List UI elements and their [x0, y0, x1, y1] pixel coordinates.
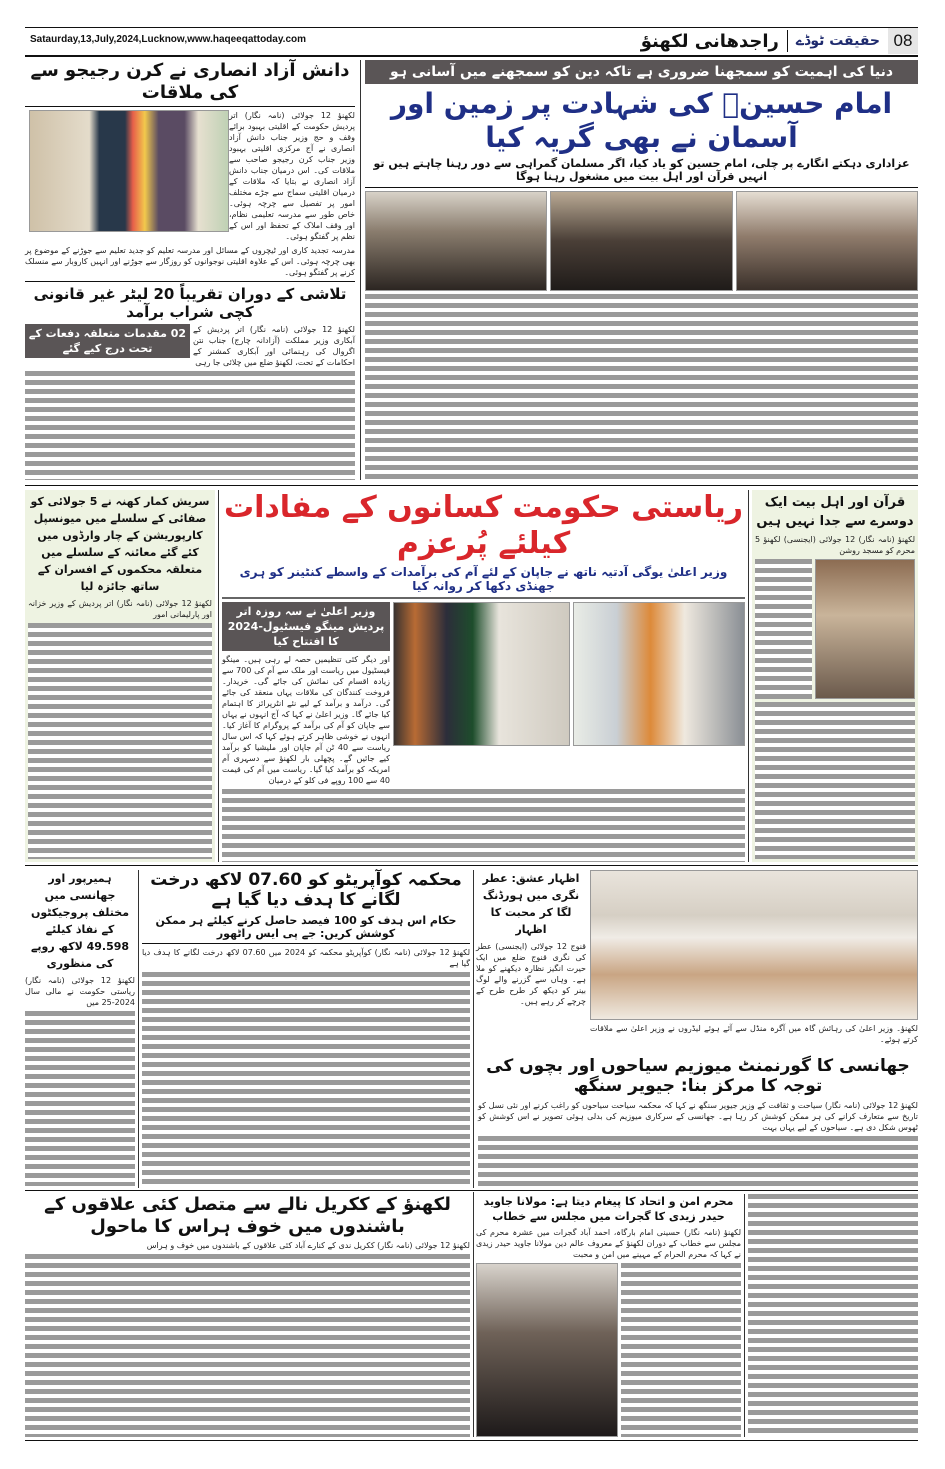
- sidebar-panel: [25, 490, 215, 862]
- photo-cm-meeting: [590, 870, 918, 1020]
- body-text-lines: [25, 1011, 135, 1186]
- raid-row: [25, 324, 355, 368]
- rule: [25, 281, 355, 282]
- section-rule: [25, 865, 918, 866]
- photo-maulana-javed: [476, 1263, 618, 1437]
- love-story: [476, 870, 586, 1052]
- photo-majlis-4: [815, 559, 915, 699]
- headline-projects-approval: ہمیرپور اور جھانسی میں مختلف پروجیکٹوں کے نفاذ کیلئے 49.598 لاکھ روپے کی منظوری: [30, 872, 130, 970]
- section-rule: [25, 485, 918, 486]
- article-body: لکھنؤ 12 جولائی (نامہ نگار) اتر پردیش کے آبکاری وزیر مملکت (آزادانہ چارج) جناب نتن اگروال کی رہنمائی اور آبکاری کمشنر کے احکامات کے تحت، لکھنؤ ضلع میں چلائی جا رہی: [193, 325, 355, 368]
- highlight-box: 02 مقدمات متعلقہ دفعات کے تحت درج کیے گئے: [25, 324, 190, 358]
- headline-jhansi-museum: جھانسی کا گورنمنٹ میوزیم سیاحوں اور بچوں کی توجہ کا مرکز بنا: جیویر سنگھ: [486, 1056, 910, 1097]
- subheadline: حکام اس ہدف کو 100 فیصد حاصل کرنے کیلئے ہر ممکن کوشش کریں: جے پی ایس راٹھور: [155, 913, 457, 940]
- headline-ansari-rijiju: دانش آزاد انصاری نے کرن رجیجو سے کی ملاقات: [30, 60, 350, 103]
- photo-row: [476, 1263, 741, 1437]
- body-text-lines: [621, 1263, 741, 1437]
- sidebar-panel: [752, 490, 918, 862]
- banner-quote: دنیا کی اہمیت کو سمجھنا ضروری ہے تاکہ دین کو سمجھنے میں آسانی ہو: [365, 60, 918, 84]
- column-divider: [744, 1194, 745, 1437]
- section-rule: [25, 1190, 918, 1191]
- photo-ansari-rijiju: [29, 110, 229, 232]
- rule: [365, 187, 918, 188]
- article-ansari: [25, 110, 355, 242]
- photo-row: [755, 559, 915, 699]
- headline-farmers: ریاستی حکومت کسانوں کے مفادات کیلئے پُرعزم: [223, 490, 744, 561]
- article-body: لکھنؤ 12 جولائی (نامہ نگار) اتر پردیش حکومت کے اقلیتی بہبود برائے وقف و حج وزیر جناب دانش آزاد انصاری نے آج مرکزی اقلیتی بہبود وزیر جناب کرن رجیجو صاحب سے ملاقات کی۔ اس درمیان جناب دانش آزاد انصاری نے بتایا کہ ملاقات کے درمیان اقلیتی سماج سے جڑے مختلف امور پر تفصیل سے چرچہ ہوئی۔ خاص طور سے مدرسہ تعلیمی نظام، اور وقف املاک کے تحفظ اور اس کے نظم پر گفتگو ہوئی۔: [229, 111, 355, 242]
- article-body: لکھنؤ (نامہ نگار) حسینی امام بارگاہ، احمد آباد گجرات میں عشرہ محرم کی مجلس سے خطاب کے دوران لکھنؤ کے معروف عالم دین مولانا جاوید حیدر زیدی نے کہا کہ محرم الحرام کے مہینے میں امن و محبت: [476, 1228, 741, 1259]
- highlight-box: وزیر اعلیٰ نے سہ روزہ اتر پردیش مینگو فیسٹیول-2024 کا افتتاح کیا: [222, 602, 390, 651]
- photo-majlis-2: [550, 191, 732, 291]
- body-text-lines: [478, 1136, 918, 1186]
- dateline: Sataurday,13,July,2024,Lucknow,www.haqeeqattoday.com: [30, 34, 307, 45]
- column-divider: [138, 870, 139, 1188]
- column-divider: [360, 60, 361, 480]
- article-body: قنوج 12 جولائی (ایجنسی) عطر کی نگری قنوج ضلع میں ایک حیرت انگیز نظارہ دیکھنے کو ملا ہے۔ وہاں سے گزرنے والے لوگ بینر کو دیکھ کر طرح طرح کے چرچے کر رہے ہیں۔: [476, 942, 586, 1006]
- page-bottom-rule: [25, 1440, 918, 1441]
- lead-text-column: [222, 602, 390, 786]
- body-text-lines: [755, 559, 812, 699]
- muharram-story: [476, 1194, 741, 1437]
- article-body: لکھنؤ 12 جولائی (نامہ نگار) ککریل ندی کے کنارے آباد کئی علاقوں کے باشندوں میں خوف و ہراس: [146, 1241, 470, 1251]
- headline-quran-ahlebait: قرآن اور اہل بیت ایک دوسرے سے جدا نہیں ہیں: [756, 495, 914, 529]
- header-bottom-rule: [25, 55, 918, 57]
- body-text-lines: [25, 1254, 470, 1437]
- rule: [142, 943, 470, 944]
- headline-muharram-peace: محرم امن و اتحاد کا پیغام دیتا ہے: مولانا جاوید حیدر زیدی کا گجرات میں مجلس سے خطاب: [483, 1195, 734, 1223]
- lead-story: [222, 490, 745, 862]
- headline-imam-hussain: امام حسینؑ کی شہادت پر زمین اور آسمان نے بھی گریہ کیا: [390, 87, 893, 154]
- kukrail-story: [25, 1194, 470, 1437]
- column-divider: [473, 870, 474, 1188]
- article-body: لکھنؤ (نامہ نگار) 12 جولائی (ایجنسی) لکھنؤ 5 محرم کو مسجد روشن: [755, 535, 916, 555]
- body-text-lines: [365, 294, 918, 480]
- page-number: 08: [888, 28, 918, 54]
- headline-sanitation-review: سریش کمار کھنہ نے 5 جولائی کو صفائی کے سلسلے میں میونسپل کارپوریشن کے چار وارڈوں میں کئے گئے معائنہ کے سلسلے میں متعلقہ محکموں کے افسران کے ساتھ جائزہ لیا: [30, 495, 210, 593]
- article-body: لکھنؤ 12 جولائی (نامہ نگار) سیاحت و ثقافت کے وزیر جیویر سنگھ نے کہا کہ محکمہ سیاحت سیاحوں کو راغب کرنے اور نئی نسل کو تاریخ سے متعارف کرانے کی ہر ممکن کوشش کر رہا ہے۔ جھانسی کے سرکاری میوزیم کی بدلی ہوئی تصویر نے اس کوشش کو ٹھوس شکل دی ہے۔ سیاحوں کے لیے یہاں بہت: [478, 1100, 918, 1132]
- lead-media-row: [222, 602, 745, 786]
- headline-tree-plantation: محکمہ کوآپریٹو کو 07.60 لاکھ درخت لگانے کا ہدف دیا گیا ہے: [150, 870, 462, 911]
- photo-caption: مدرسہ تجدید کاری اور ٹیچروں کے مسائل اور مدرسہ تعلیم کو جدید تعلیم سے جوڑنے کے موضوع پر بھی چرچہ ہوئی۔ اس کے علاوہ اقلیتی نوجوانوں کو روزگار سے جوڑنے اور انہیں کاروبار سے منسلک کرنے پر گفتگو ہوئی۔: [25, 246, 355, 278]
- masthead: [641, 28, 918, 54]
- body-text-lines: [142, 972, 470, 1186]
- photo-caption: لکھنؤ۔ وزیر اعلیٰ کی رہائش گاہ میں آگرہ منڈل سے آئے ہوئے لیڈروں نے وزیر اعلیٰ سے ملاقات کرتے ہوئے۔: [590, 1024, 918, 1044]
- headline-love-hoarding: اظہار عشق: عطر نگری میں ہورڈنگ لگا کر محبت کا اظہار: [482, 872, 580, 936]
- headline-kukrail-fear: لکھنؤ کے ککریل نالے سے متصل کئی علاقوں کے باشندوں میں خوف ہراس کا ماحول: [44, 1194, 451, 1237]
- headline-liquor-raid: تلاشی کے دوران تقریباً 20 لیٹر غیر قانونی کچی شراب برآمد: [33, 285, 347, 322]
- newspaper-logo: حقیقت ٹوڈے: [795, 33, 880, 49]
- photo-flag-off-container: [393, 602, 570, 746]
- column-divider: [218, 490, 219, 862]
- rule: [25, 106, 355, 107]
- column-divider: [473, 1192, 474, 1437]
- projects-story: [25, 870, 135, 1186]
- subheadline: عزاداری دہکتے انگارے پر چلی، امام حسین کو یاد کیا، اگر مسلمان گمراہی سے دور رہنا چاہتے ہیں تو انہیں قرآن اور اہل بیت میں مشغول رہنا ہوگا: [373, 157, 910, 184]
- photo-majlis-3: [736, 191, 918, 291]
- left-column-top: [25, 60, 355, 480]
- body-text-lines: [748, 1194, 918, 1435]
- article-body: اور دیگر کئی تنظیمیں حصہ لے رہی ہیں۔ مینگو فیسٹیول میں ریاست اور ملک سے آم کی 700 سے زیادہ اقسام کی نمائش کی جائے گی۔ خریدار۔ فروخت کنندگان کی ملاقات یہاں منعقد کی جائے گی۔ درآمد و برآمد کے لیے نئے انٹرپرائز کا اہتمام کیا جائے گا۔ وزیر اعلیٰ نے کہا کہ آج انہوں نے یہاں سے جاپان کو آم کی برآمد کے پروگرام کا آغاز کیا۔ انہوں نے خوشی ظاہر کرتے ہوئے کہا کہ اس سال ریاست سے 40 ٹن آم جاپان اور ملیشیا کو برآمد کیے جائیں گے۔ پچھلی بار لکھنؤ سے دسہری آم امریکہ کو برآمد کیا گیا۔ ریاست میں آم کی قیمت 40 سے 100 روپے فی کلو کے درمیان: [222, 654, 391, 785]
- article-body: لکھنؤ 12 جولائی (نامہ نگار) کوآپریٹو محکمہ کو 2024 میں 07.60 لاکھ درخت لگانے کا ہدف دیا گیا ہے: [142, 948, 471, 969]
- section-title: راجدھانی لکھنؤ: [640, 30, 779, 52]
- photo-majlis-1: [365, 191, 547, 291]
- photo-mango-festival: [573, 602, 745, 746]
- continuation-column: [748, 1194, 918, 1435]
- body-text-lines: [25, 371, 355, 480]
- museum-story: [478, 1056, 918, 1186]
- body-text-lines: [28, 623, 212, 859]
- column-divider: [748, 490, 749, 862]
- imam-hussain-story: [365, 60, 918, 480]
- divider: [787, 30, 788, 52]
- subheadline: وزیر اعلیٰ یوگی آدتیہ ناتھ نے جاپان کے لئے آم کی برآمدات کے واسطے کنٹینر کو ہری جھنڈی دکھا کر روانہ کیا: [239, 565, 728, 594]
- body-text-lines: [222, 789, 745, 862]
- photo-row: [365, 191, 918, 291]
- rule: [222, 597, 745, 599]
- body-text-lines: [755, 702, 915, 859]
- meeting-photo-block: [590, 870, 918, 1052]
- article-body: لکھنؤ 12 جولائی (نامہ نگار) ریاستی حکومت نے مالی سال 2024-25 میں: [25, 976, 135, 1007]
- tree-story: [142, 870, 470, 1186]
- article-body: لکھنؤ 12 جولائی (نامہ نگار) اتر پردیش کے وزیر خزانہ اور پارلیمانی امور: [28, 599, 212, 619]
